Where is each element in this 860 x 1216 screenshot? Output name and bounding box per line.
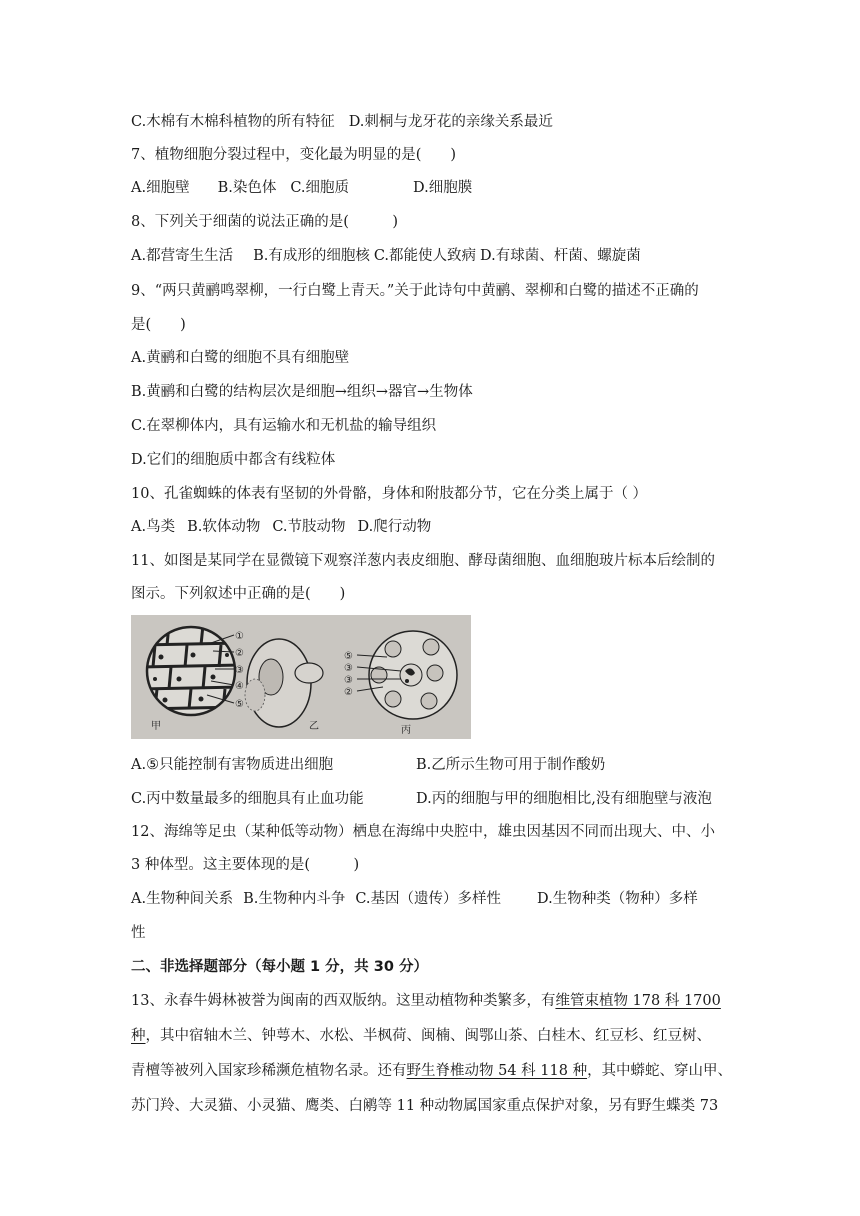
q13-underlined: 种 bbox=[131, 1028, 146, 1044]
label-bing: 丙 bbox=[401, 725, 411, 736]
q10-option-b: B.软体动物 bbox=[187, 519, 261, 535]
q10-option-d: D.爬行动物 bbox=[357, 519, 432, 535]
label-num-5: ⑤ bbox=[235, 699, 244, 710]
q10-option-c: C.节肢动物 bbox=[272, 519, 346, 535]
q13-text: 13、永春牛姆林被誉为闽南的西双版纳。这里动植物种类繁多，有 bbox=[131, 993, 556, 1009]
q7-option-b: B.染色体 bbox=[217, 180, 277, 196]
q12-option-d: D.生物种类（物种）多样 bbox=[537, 891, 698, 907]
q13-text: ，其中蟒蛇、穿山甲、 bbox=[587, 1063, 733, 1079]
question-12-line-1: 12、海绵等足虫（某种低等动物）栖息在海绵中央腔中，雄虫因基因不同而出现大、中、小 bbox=[131, 824, 715, 840]
q8-option-d: D.有球菌、杆菌、螺旋菌 bbox=[480, 248, 641, 264]
q11-option-c: C.丙中数量最多的细胞具有止血功能 bbox=[131, 791, 364, 807]
label-num-1: ① bbox=[235, 631, 244, 642]
label-num-right-2: ③ bbox=[344, 663, 353, 674]
question-8-options bbox=[131, 246, 641, 266]
question-8: 8、下列关于细菌的说法正确的是( ) bbox=[131, 214, 399, 230]
question-10: 10、孔雀蜘蛛的体表有坚韧的外骨骼，身体和附肢都分节，它在分类上属于（ ） bbox=[131, 486, 648, 502]
q7-option-a: A.细胞壁 bbox=[131, 180, 190, 196]
question-11-line-2: 图示。下列叙述中正确的是( ) bbox=[131, 586, 346, 602]
question-7: 7、植物细胞分裂过程中，变化最为明显的是( ) bbox=[131, 147, 457, 163]
option-line-c-d bbox=[131, 112, 553, 132]
q7-option-c: C.细胞质 bbox=[290, 180, 350, 196]
yeast-cell-diagram bbox=[245, 639, 323, 732]
label-num-4: ④ bbox=[235, 681, 244, 692]
q11-option-b: B.乙所示生物可用于制作酸奶 bbox=[416, 757, 606, 773]
q13-text: 青檀等被列入国家珍稀濒危植物名录。还有 bbox=[131, 1063, 407, 1079]
q13-text: ，其中宿轴木兰、钟萼木、水松、半枫荷、闽楠、闽鄂山茶、白桂木、红豆杉、红豆树、 bbox=[145, 1028, 711, 1044]
q9-option-c: C.在翠柳体内，具有运输水和无机盐的输导组织 bbox=[131, 418, 437, 434]
q8-option-b: B.有成形的细胞核 bbox=[253, 248, 370, 264]
question-12-line-3: 性 bbox=[131, 925, 146, 941]
question-13-line-4: 苏门羚、大灵猫、小灵猫、鹰类、白鹇等 11 种动物属国家重点保护对象，另有野生蝶类 73 bbox=[131, 1098, 719, 1114]
option-d: D.刺桐与龙牙花的亲缘关系最近 bbox=[348, 114, 553, 130]
q12-option-b: B.生物种内斗争 bbox=[243, 891, 346, 907]
question-9-line-2: 是( ) bbox=[131, 317, 186, 333]
question-10-options bbox=[131, 517, 431, 537]
question-9-line-1: 9、“两只黄鹂鸣翠柳，一行白鹭上青天。”关于此诗句中黄鹂、翠柳和白鹭的描述不正确的 bbox=[131, 283, 699, 299]
q12-option-a: A.生物种间关系 bbox=[131, 891, 234, 907]
q9-option-a: A.黄鹂和白鹭的细胞不具有细胞壁 bbox=[131, 350, 350, 366]
question-13-line-2 bbox=[131, 1026, 711, 1046]
q11-option-a: A.⑤只能控制有害物质进出细胞 bbox=[131, 757, 334, 773]
question-13-line-3 bbox=[131, 1061, 732, 1081]
q9-option-d: D.它们的细胞质中都含有线粒体 bbox=[131, 452, 336, 468]
label-num-right-3: ③ bbox=[344, 675, 353, 686]
blood-cell-diagram bbox=[344, 631, 457, 736]
q11-option-d: D.丙的细胞与甲的细胞相比,没有细胞壁与液泡 bbox=[416, 791, 712, 807]
question-13-line-1 bbox=[131, 991, 721, 1011]
q10-option-a: A.鸟类 bbox=[131, 519, 176, 535]
label-jia: 甲 bbox=[151, 721, 161, 732]
q8-option-c: C.都能使人致病 bbox=[373, 248, 477, 264]
q9-option-b: B.黄鹂和白鹭的结构层次是细胞→组织→器官→生物体 bbox=[131, 384, 473, 400]
section-2-heading: 二、非选择题部分（每小题 1 分，共 30 分） bbox=[131, 959, 428, 975]
q7-option-d: D.细胞膜 bbox=[413, 180, 473, 196]
q8-option-a: A.都营寄生生活 bbox=[131, 248, 234, 264]
cell-diagram-svg bbox=[131, 615, 471, 739]
option-c: C.木棉有木棉科植物的所有特征 bbox=[131, 114, 335, 130]
label-num-2: ② bbox=[235, 648, 244, 659]
label-num-right-1: ⑤ bbox=[344, 651, 353, 662]
question-11-line-1: 11、如图是某同学在显微镜下观察洋葱内表皮细胞、酵母菌细胞、血细胞玻片标本后绘制的 bbox=[131, 553, 715, 569]
label-yi: 乙 bbox=[309, 721, 319, 732]
cell-diagram-figure bbox=[131, 615, 471, 739]
label-num-right-4: ② bbox=[344, 687, 353, 698]
q13-underlined: 野生脊椎动物 54 科 118 种 bbox=[406, 1063, 588, 1079]
onion-cell-diagram bbox=[141, 625, 244, 732]
question-12-options bbox=[131, 889, 698, 909]
question-7-options bbox=[131, 178, 472, 198]
label-num-3: ③ bbox=[235, 665, 244, 676]
question-12-line-2: 3 种体型。这主要体现的是( ) bbox=[131, 857, 360, 873]
q12-option-c: C.基因（遗传）多样性 bbox=[355, 891, 502, 907]
q13-underlined: 维管束植物 178 科 1700 bbox=[555, 993, 721, 1009]
